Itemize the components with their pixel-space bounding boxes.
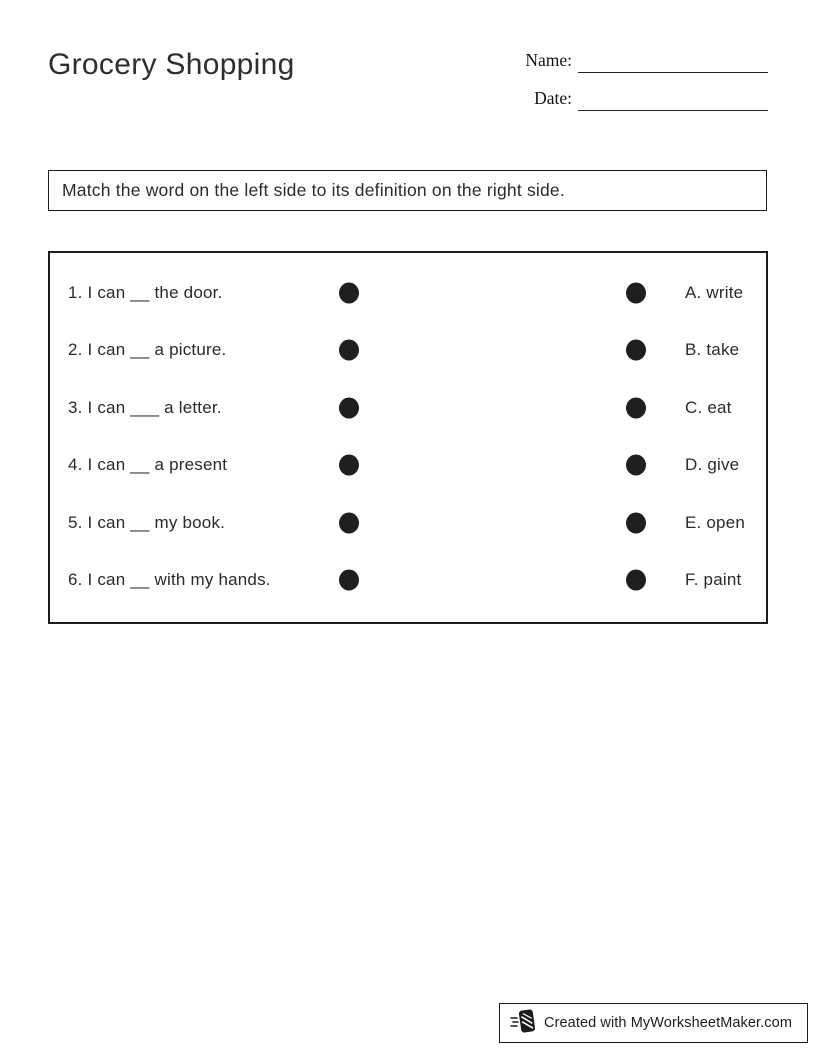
question-connector-dot bbox=[339, 570, 359, 591]
match-row bbox=[50, 552, 766, 610]
name-row bbox=[508, 50, 768, 74]
date-label: Date: bbox=[534, 88, 572, 108]
name-blank-line bbox=[578, 72, 768, 73]
name-label: Name: bbox=[525, 50, 572, 70]
question-connector-dot bbox=[339, 455, 359, 476]
question-connector-dot bbox=[339, 512, 359, 533]
answer-connector-dot bbox=[626, 282, 646, 303]
match-row bbox=[50, 322, 766, 380]
footer-credit-box bbox=[499, 1003, 808, 1043]
question-text: 1. I can __ the door. bbox=[68, 282, 223, 302]
question-text: 2. I can __ a picture. bbox=[68, 340, 227, 360]
match-row bbox=[50, 264, 766, 322]
question-text: 5. I can __ my book. bbox=[68, 512, 226, 532]
answer-text: C. eat bbox=[685, 397, 732, 417]
answer-connector-dot bbox=[626, 397, 646, 418]
name-date-block bbox=[508, 50, 768, 126]
match-row bbox=[50, 379, 766, 437]
question-text: 4. I can __ a present bbox=[68, 455, 228, 475]
date-blank-line bbox=[578, 110, 768, 111]
question-connector-dot bbox=[339, 340, 359, 361]
footer-credit-text: Created with MyWorksheetMaker.com bbox=[544, 1015, 793, 1031]
question-connector-dot bbox=[339, 282, 359, 303]
answer-connector-dot bbox=[626, 512, 646, 533]
answer-text: B. take bbox=[685, 340, 740, 360]
answer-text: F. paint bbox=[685, 570, 742, 590]
page-title: Grocery Shopping bbox=[48, 48, 295, 81]
answer-connector-dot bbox=[626, 570, 646, 591]
answer-text: E. open bbox=[685, 512, 746, 532]
question-text: 3. I can ___ a letter. bbox=[68, 397, 222, 417]
myworksheetmaker-logo-icon bbox=[510, 1007, 537, 1040]
match-row bbox=[50, 494, 766, 552]
answer-text: D. give bbox=[685, 455, 740, 475]
question-connector-dot bbox=[339, 397, 359, 418]
question-text: 6. I can __ with my hands. bbox=[68, 570, 271, 590]
answer-connector-dot bbox=[626, 455, 646, 476]
match-row bbox=[50, 437, 766, 495]
answer-text: A. write bbox=[685, 282, 744, 302]
instructions-box bbox=[48, 170, 767, 211]
matching-exercise-box bbox=[48, 251, 768, 624]
instructions-text: Match the word on the left side to its definition on the right side. bbox=[62, 180, 565, 200]
date-row bbox=[508, 88, 768, 112]
answer-connector-dot bbox=[626, 340, 646, 361]
